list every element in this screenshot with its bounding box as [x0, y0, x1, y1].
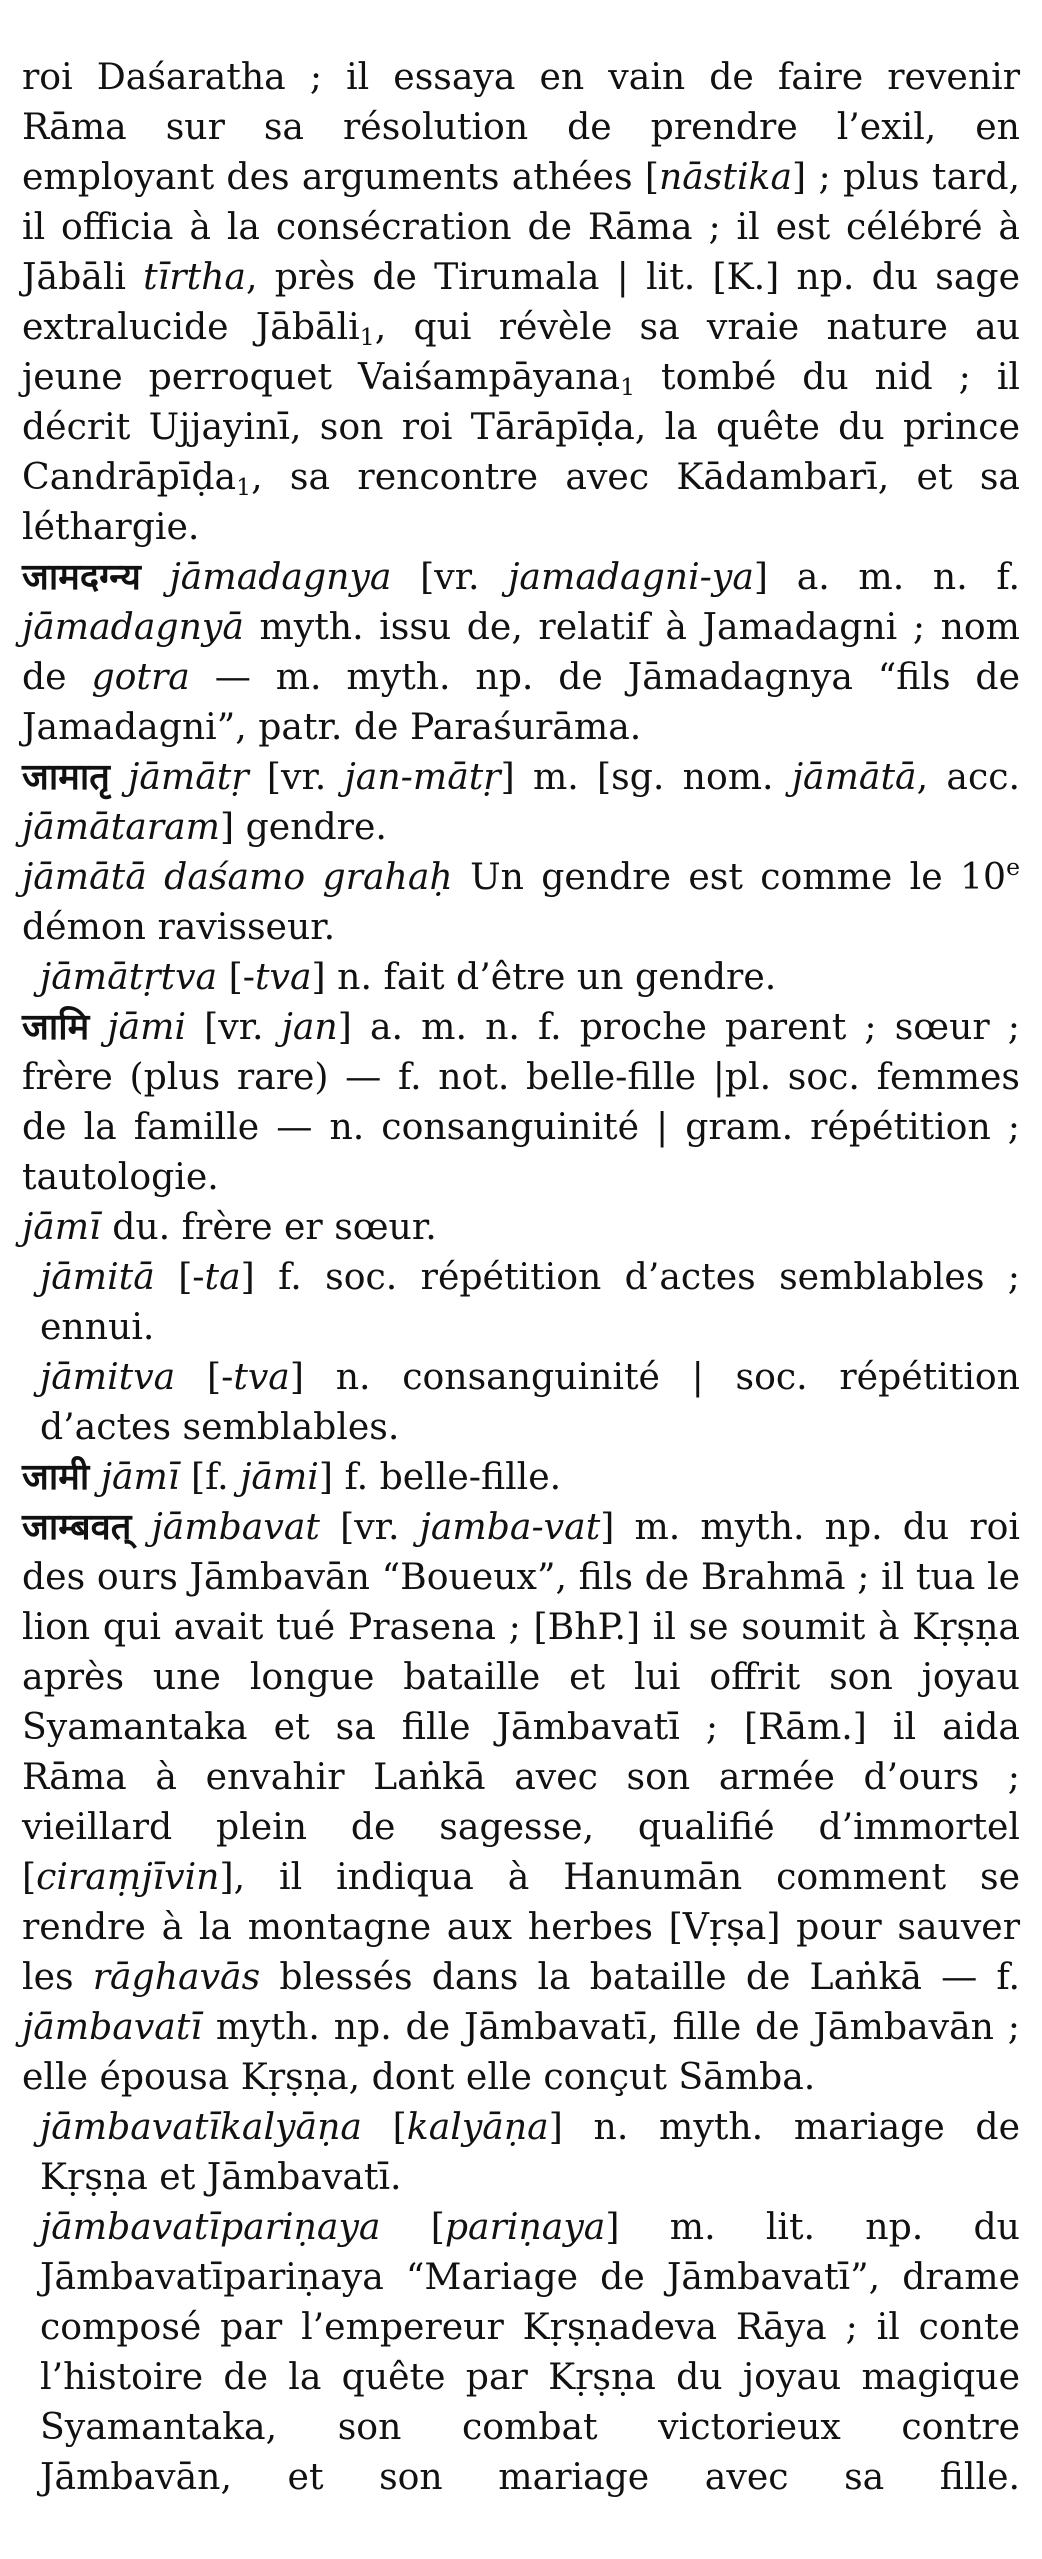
italic-term: jāmātaram	[22, 805, 220, 848]
entry-text	[89, 1455, 101, 1498]
entry-text: ] f. soc. répétition d’actes semblables ; ennui.	[40, 1255, 1020, 1348]
entry-jami	[22, 1002, 1020, 1202]
italic-term: jāmbavatīpariṇaya	[40, 2205, 381, 2248]
italic-term: jamadagni-ya	[508, 555, 754, 598]
entry-text: blessés dans la bataille de Laṅkā — f.	[260, 1955, 1020, 1998]
entry-text: du. frère er sœur.	[100, 1205, 437, 1248]
entry-text: [-	[217, 955, 255, 998]
devanagari-headword: जामी	[22, 1455, 90, 1498]
entry-text: [	[361, 2105, 407, 2148]
italic-term: nāstika	[658, 155, 793, 198]
entry-jami-dual	[22, 1202, 1020, 1252]
italic-term: jāmitva	[40, 1355, 176, 1398]
italic-term: ta	[204, 1255, 241, 1298]
italic-term: jan	[281, 1005, 338, 1048]
entry-jabali-continuation	[22, 52, 1020, 552]
italic-term: rāghavās	[92, 1955, 261, 1998]
entry-text	[89, 1005, 107, 1048]
entry-text: ] n. fait d’être un gendre.	[311, 955, 777, 998]
italic-term: ciraṃjīvin	[36, 1855, 220, 1898]
italic-term: jāmātā	[791, 755, 917, 798]
subscript-index: 1	[620, 372, 636, 401]
italic-term: tīrtha	[143, 255, 247, 298]
italic-term: jāmī	[22, 1205, 101, 1248]
entry-jamadagnya	[22, 552, 1020, 752]
devanagari-headword: जामदग्न्य	[22, 555, 141, 598]
devanagari-headword: जामातृ	[22, 755, 110, 798]
entry-text: ] n. myth. mariage de Kṛṣṇa et Jāmbavatī.	[40, 2105, 1020, 2198]
entry-jamitva	[22, 1352, 1020, 1452]
italic-term: jāmbavat	[151, 1505, 320, 1548]
entry-text: [vr.	[248, 755, 345, 798]
italic-term: jāmadagnyā	[22, 605, 244, 648]
italic-term: jāmbavatīkalyāṇa	[40, 2105, 362, 2148]
italic-term: jāmi	[240, 1455, 319, 1498]
italic-term: jāmātā daśamo grahaḥ	[22, 855, 453, 898]
entry-text: [-	[154, 1255, 205, 1298]
entry-text	[110, 755, 128, 798]
entry-text: , près de Tirumala | lit. [K.] np. du sage extralucide Jābāli	[22, 255, 1020, 348]
entry-text: ] m. myth. np. du roi des ours Jāmbavān “Boueux”, fils de Brahmā ; il tua le lion qui avait tué Prasena ; [BhP.] il se soumit à Kṛṣṇa après une longue bataille et lui offrit son joyau Syamantaka et sa fille Jāmbavatī ; [Rām.] il aida Rāma à envahir Laṅkā avec son armée d’ours ; vieillard plein de sagesse, qualifié d’immortel [	[22, 1505, 1020, 1898]
entry-jambavatikalyana	[22, 2102, 1020, 2202]
italic-term: kalyāṇa	[406, 2105, 549, 2148]
entry-text	[141, 555, 170, 598]
entry-text: ] gendre.	[220, 805, 387, 848]
entry-text: ] a. m. n. f. proche parent ; sœur ; frère (plus rare) — f. not. belle-fille |pl. soc. femmes de la famille — n. consanguinité | gram. répétition ; tautologie.	[22, 1005, 1020, 1198]
entry-jambavat	[22, 1502, 1020, 2102]
italic-term: tva	[233, 1355, 290, 1398]
italic-term: jāmī	[100, 1455, 180, 1498]
italic-term: pariṇaya	[444, 2205, 606, 2248]
entry-text: tombé du nid ; il décrit Ujjayinī, son roi Tārāpīḍa, la quête du prince Candrāpīḍa	[22, 355, 1020, 498]
entry-text: [vr.	[319, 1505, 420, 1548]
entry-text: , qui révèle sa vraie nature au jeune perroquet Vaiśampāyana	[22, 305, 1021, 398]
italic-term: jāmitā	[40, 1255, 155, 1298]
entry-text: ] f. belle-fille.	[318, 1455, 562, 1498]
entry-text: ] ; plus tard, il officia à la consécration de Rāma ; il est célébré à Jābāli	[22, 155, 1020, 298]
italic-term: jāmātṛtva	[40, 955, 218, 998]
entry-text: [-	[175, 1355, 234, 1398]
entry-text: ] n. consanguinité | soc. répétition d’actes semblables.	[40, 1355, 1020, 1448]
entry-text: ] m. [sg. nom.	[500, 755, 792, 798]
entry-text	[131, 1505, 151, 1548]
devanagari-headword: जाम्बवत्	[22, 1505, 132, 1548]
entry-text: [	[380, 2205, 445, 2248]
italic-term: jāmadagnya	[169, 555, 392, 598]
entry-jambavatiparinaya	[22, 2202, 1020, 2502]
entry-jamita	[22, 1252, 1020, 1352]
subscript-index: 1	[236, 472, 252, 501]
italic-term: jamba-vat	[419, 1505, 601, 1548]
subscript-index: 1	[359, 322, 375, 351]
entry-text: — m. myth. np. de Jāmadagnya “fils de Jamadagni”, patr. de Paraśurāma.	[22, 655, 1020, 748]
entry-text: Un gendre est comme le 10	[452, 855, 1007, 898]
superscript: e	[1006, 852, 1020, 881]
italic-term: tva	[254, 955, 312, 998]
entry-jami-belle-fille	[22, 1452, 1020, 1502]
italic-term: jāmbavatī	[22, 2005, 202, 2048]
entry-text: , acc.	[916, 755, 1020, 798]
italic-term: jan-mātṛ	[344, 755, 501, 798]
entry-text: myth. issu de, relatif à Jamadagni ; nom de	[22, 605, 1020, 698]
entry-text: démon ravisseur.	[22, 905, 336, 948]
entry-jamatr	[22, 752, 1020, 852]
entry-text: ], il indiqua à Hanumān comment se rendre à la montagne aux herbes [Vṛṣa] pour sauver les	[22, 1855, 1020, 1998]
entry-text: myth. np. de Jāmbavatī, fille de Jāmbavān ; elle épousa Kṛṣṇa, dont elle conçut Sāmba.	[22, 2005, 1020, 2098]
entry-text: , sa rencontre avec Kādambarī, et sa léthargie.	[22, 455, 1020, 548]
entry-text: ] a. m. n. f.	[753, 555, 1020, 598]
entry-text: [vr.	[186, 1005, 282, 1048]
entry-text: [vr.	[391, 555, 509, 598]
devanagari-headword: जामि	[22, 1005, 90, 1048]
entry-text: [f.	[179, 1455, 241, 1498]
entry-jamata-dasamo-grahah	[22, 852, 1020, 952]
italic-term: jāmātṛ	[128, 755, 249, 798]
italic-term: jāmi	[107, 1005, 187, 1048]
entry-jamatrtva	[22, 952, 1020, 1002]
italic-term: gotra	[91, 655, 190, 698]
entry-text: ] m. lit. np. du Jāmbavatīpariṇaya “Mariage de Jāmbavatī”, drame composé par l’empereur Kṛṣṇadeva Rāya ; il conte l’histoire de la quête par Kṛṣṇa du joyau magique Syamantaka, son combat victorieux contre Jāmbavān, et son mariage avec sa fille.	[40, 2205, 1020, 2498]
entry-text: roi Daśaratha ; il essaya en vain de faire revenir Rāma sur sa résolution de prendre l’exil, en employant des arguments athées [	[22, 55, 1020, 198]
